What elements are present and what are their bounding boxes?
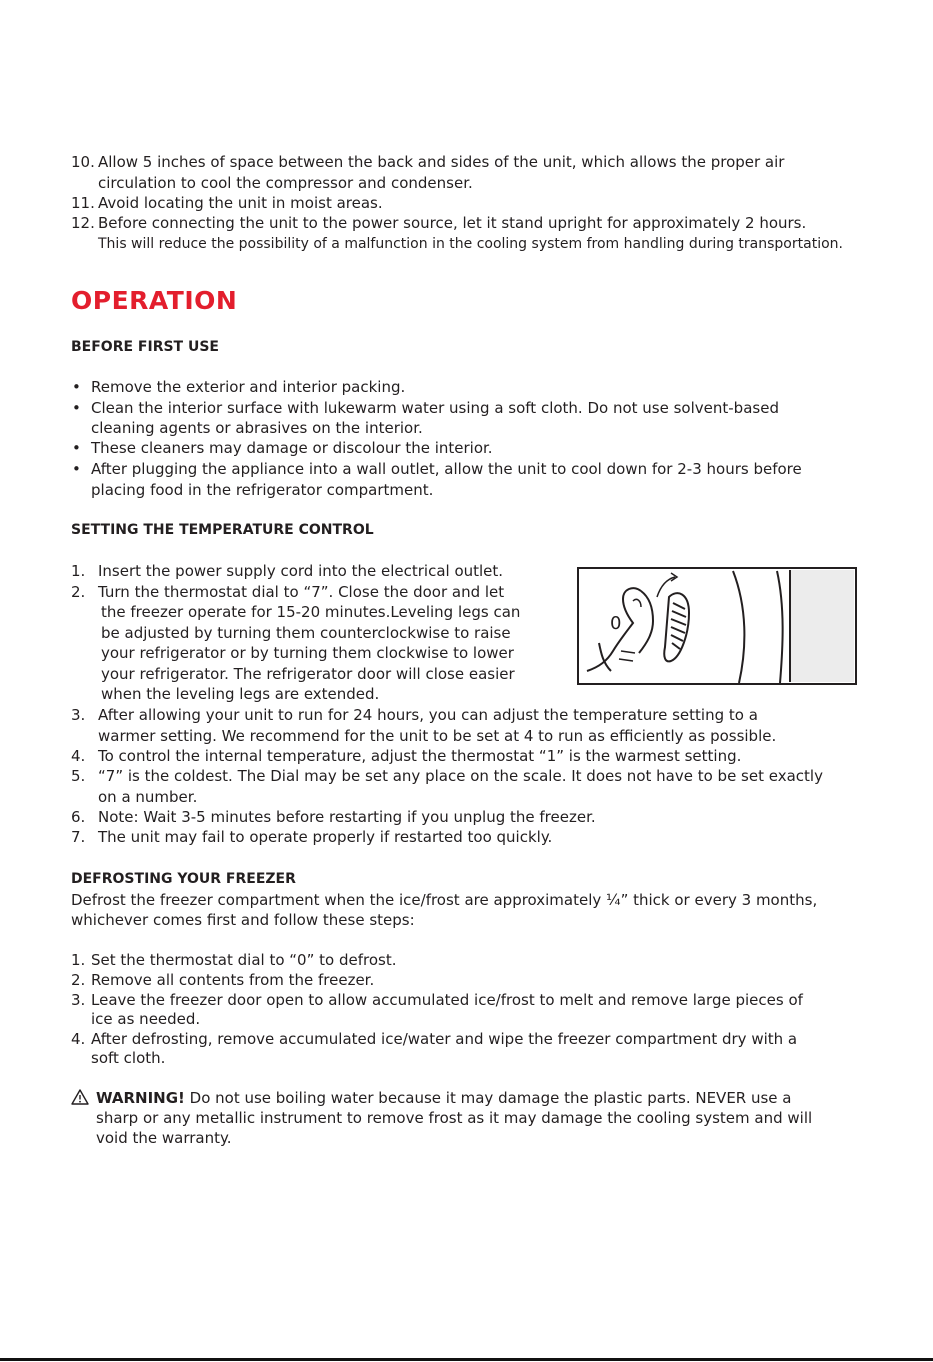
- list-item-text: Avoid locating the unit in moist areas.: [98, 194, 383, 212]
- bullet-text: placing food in the refrigerator compartment.: [91, 481, 434, 499]
- list-item-text: Note: Wait 3-5 minutes before restarting if you unplug the freezer.: [98, 808, 596, 826]
- subsection-heading: BEFORE FIRST USE: [71, 339, 219, 355]
- list-number: 2.: [71, 971, 86, 989]
- warning-triangle-icon: [71, 1089, 89, 1105]
- warning-text: Do not use boiling water because it may damage the plastic parts. NEVER use a: [184, 1089, 792, 1107]
- list-number: 5.: [71, 767, 86, 785]
- list-item-text: your refrigerator or by turning them clockwise to lower: [101, 644, 514, 662]
- list-item-text: the freezer operate for 15-20 minutes.Leveling legs can: [101, 603, 521, 621]
- warning-label: WARNING!: [96, 1089, 185, 1107]
- list-item-text: After allowing your unit to run for 24 hours, you can adjust the temperature setting to a: [98, 706, 758, 724]
- warning-line: void the warranty.: [96, 1129, 232, 1147]
- bullet-text: cleaning agents or abrasives on the interior.: [91, 419, 423, 437]
- list-number: 1.: [71, 562, 86, 580]
- list-number: 7.: [71, 828, 86, 846]
- dial-mark-zero: 0: [610, 613, 622, 634]
- list-item-text: This will reduce the possibility of a malfunction in the cooling system from handling during transportation.: [98, 236, 843, 252]
- list-number: 11.: [71, 194, 95, 212]
- paragraph-line: Defrost the freezer compartment when the ice/frost are approximately ¼” thick or every 3 months,: [71, 891, 818, 909]
- bullet-text: Clean the interior surface with lukewarm water using a soft cloth. Do not use solvent-based: [91, 399, 779, 417]
- bullet: •: [72, 439, 81, 457]
- section-title: OPERATION: [71, 286, 238, 315]
- list-item-text: soft cloth.: [91, 1049, 166, 1067]
- list-number: 3.: [71, 991, 86, 1009]
- list-number: 10.: [71, 153, 95, 171]
- bullet: •: [72, 460, 81, 478]
- list-item-text: Remove all contents from the freezer.: [91, 971, 375, 989]
- bullet: •: [72, 399, 81, 417]
- page-bottom-rule: [0, 1358, 933, 1361]
- list-item-text: ice as needed.: [91, 1010, 201, 1028]
- bullet: •: [72, 378, 81, 396]
- list-item-text: warmer setting. We recommend for the unit to be set at 4 to run as efficiently as possible.: [98, 727, 777, 745]
- list-item-text: “7” is the coldest. The Dial may be set any place on the scale. It does not have to be set exactly: [98, 767, 823, 785]
- list-item-text: The unit may fail to operate properly if restarted too quickly.: [98, 828, 553, 846]
- list-number: 4.: [71, 1030, 86, 1048]
- list-number: 4.: [71, 747, 86, 765]
- list-item-text: Set the thermostat dial to “0” to defrost.: [91, 951, 397, 969]
- list-item-text: when the leveling legs are extended.: [101, 685, 380, 703]
- thermostat-dial-illustration: [577, 567, 857, 685]
- list-number: 1.: [71, 951, 86, 969]
- freezer-wall-panel: [790, 570, 854, 682]
- list-item-text: To control the internal temperature, adjust the thermostat “1” is the warmest setting.: [98, 747, 742, 765]
- paragraph-line: whichever comes first and follow these steps:: [71, 911, 415, 929]
- list-item-text: Turn the thermostat dial to “7”. Close the door and let: [98, 583, 505, 601]
- bullet-text: These cleaners may damage or discolour the interior.: [91, 439, 493, 457]
- list-item-text: Leave the freezer door open to allow accumulated ice/frost to melt and remove large pieces of: [91, 991, 803, 1009]
- list-item-text: Insert the power supply cord into the electrical outlet.: [98, 562, 504, 580]
- list-item-text: on a number.: [98, 788, 198, 806]
- list-item-text: Allow 5 inches of space between the back and sides of the unit, which allows the proper air: [98, 153, 785, 171]
- list-number: 12.: [71, 214, 95, 232]
- bullet-text: After plugging the appliance into a wall outlet, allow the unit to cool down for 2-3 hours before: [91, 460, 802, 478]
- list-item-text: your refrigerator. The refrigerator door will close easier: [101, 665, 515, 683]
- subsection-heading: SETTING THE TEMPERATURE CONTROL: [71, 522, 374, 538]
- list-number: 6.: [71, 808, 86, 826]
- warning-line: sharp or any metallic instrument to remove frost as it may damage the cooling system and will: [96, 1109, 813, 1127]
- bullet-text: Remove the exterior and interior packing.: [91, 378, 406, 396]
- list-item-text: circulation to cool the compressor and condenser.: [98, 174, 473, 192]
- list-item-text: After defrosting, remove accumulated ice/water and wipe the freezer compartment dry with a: [91, 1030, 798, 1048]
- list-item-text: be adjusted by turning them counterclockwise to raise: [101, 624, 511, 642]
- list-number: 3.: [71, 706, 86, 724]
- subsection-heading: DEFROSTING YOUR FREEZER: [71, 871, 296, 887]
- warning-line: [96, 1088, 792, 1108]
- list-item-text: Before connecting the unit to the power source, let it stand upright for approximately 2 hours.: [98, 214, 807, 232]
- list-number: 2.: [71, 583, 86, 601]
